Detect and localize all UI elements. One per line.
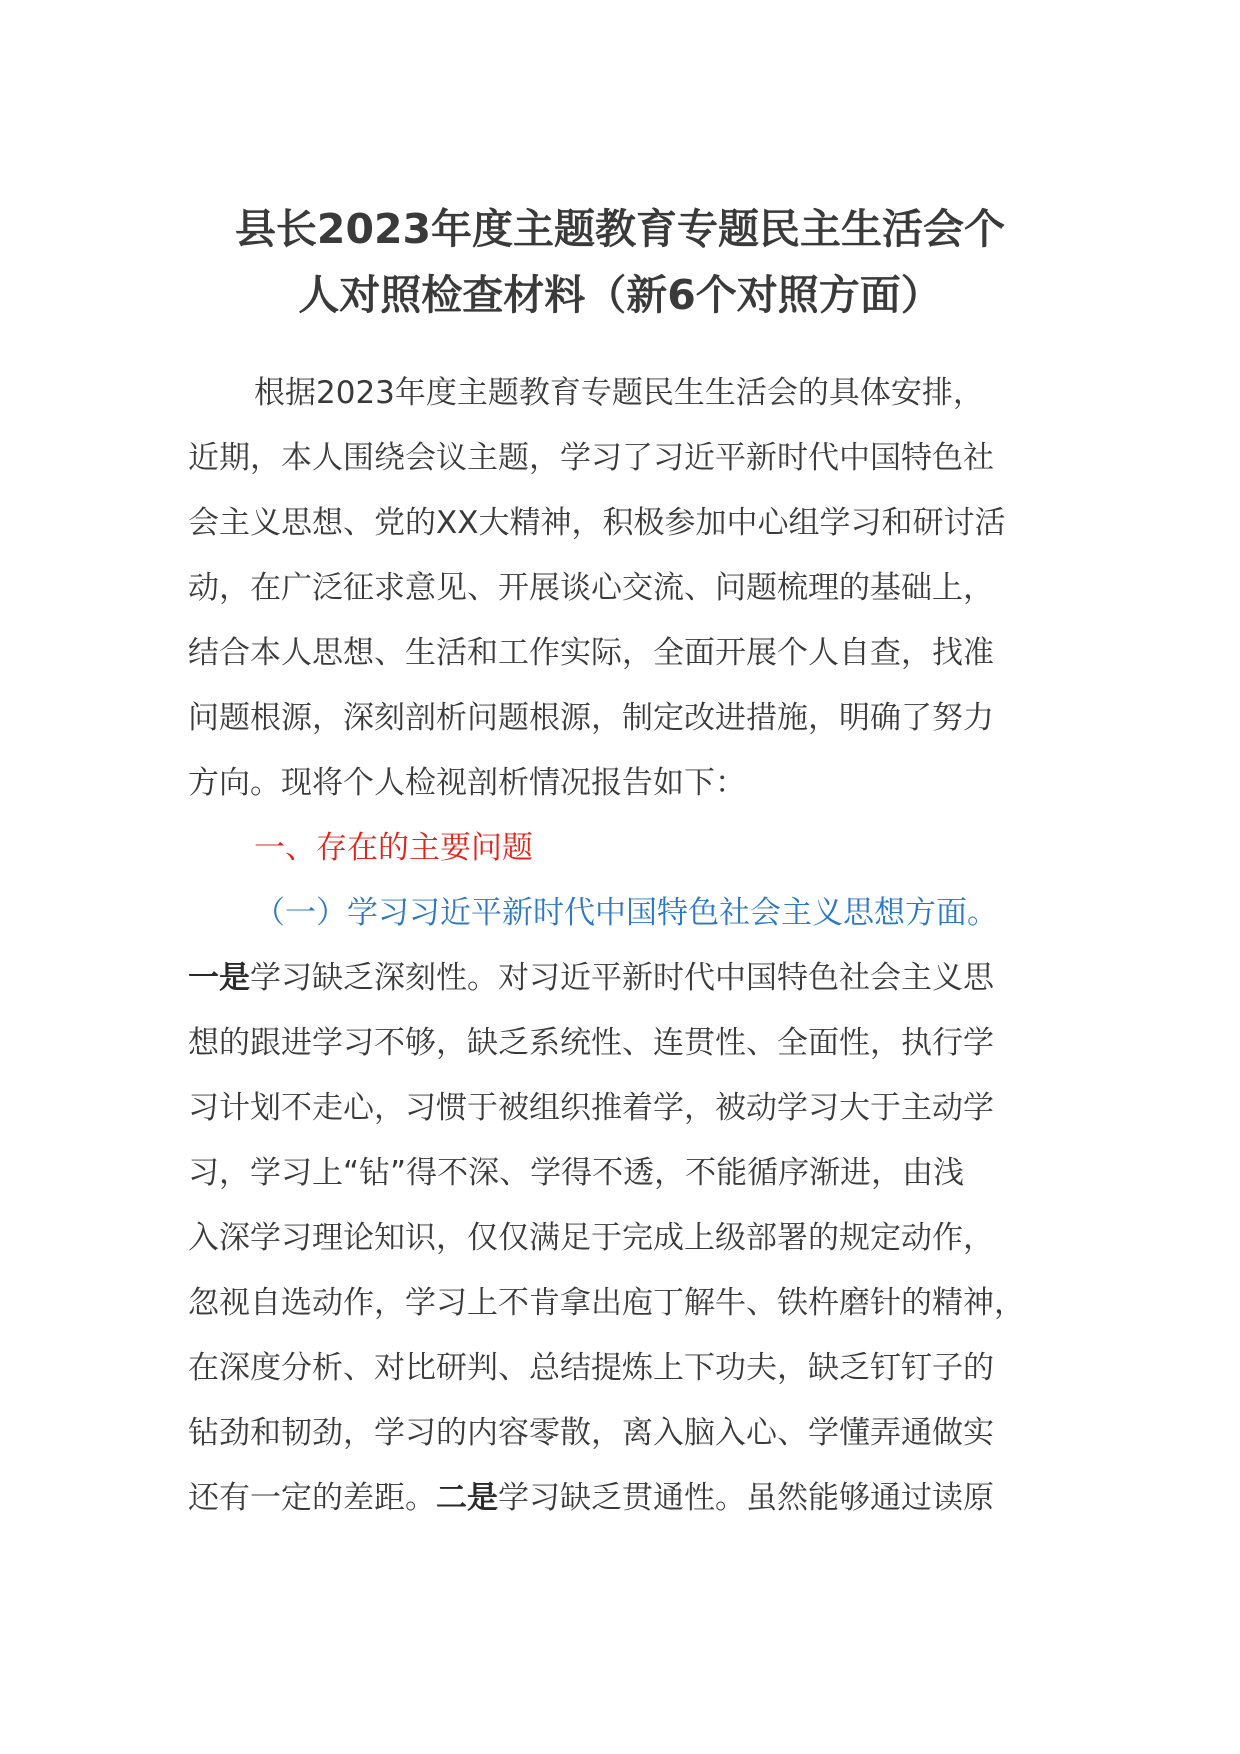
title-line-2: 人对照检查材料（新6个对照方面） bbox=[298, 271, 942, 319]
section-heading: 一、存在的主要问题 bbox=[254, 830, 533, 866]
intro-line-1: 根据2023年度主题教育专题民生生活会的具体安排， bbox=[254, 375, 984, 411]
subsection-heading: （一）学习习近平新时代中国特色社会主义思想方面。 bbox=[254, 895, 998, 931]
para-line-1 bbox=[188, 946, 1058, 1011]
para-line-4: 习，学习上“钻”得不深、学得不透，不能循序渐进，由浅 bbox=[188, 1155, 965, 1191]
intro-line-5: 结合本人思想、生活和工作实际，全面开展个人自查，找准 bbox=[188, 635, 994, 671]
document-body bbox=[188, 361, 1058, 1531]
intro-line-4: 动，在广泛征求意见、开展谈心交流、问题梳理的基础上， bbox=[188, 570, 994, 606]
title-line-1: 县长2023年度主题教育专题民主生活会个 bbox=[234, 205, 1006, 253]
para-line-6: 忽视自选动作，学习上不肯拿出庖丁解牛、铁杵磨针的精神， bbox=[188, 1285, 1025, 1321]
lead-bold-1: 一是 bbox=[188, 960, 250, 996]
intro-line-3: 会主义思想、党的XX大精神，积极参加中心组学习和研讨活 bbox=[188, 505, 1006, 541]
intro-line-6: 问题根源，深刻剖析问题根源，制定改进措施，明确了努力 bbox=[188, 700, 994, 736]
para-line-9-start: 还有一定的差距。 bbox=[188, 1480, 436, 1516]
para-line-5: 入深学习理论知识，仅仅满足于完成上级部署的规定动作， bbox=[188, 1220, 994, 1256]
para-line-8: 钻劲和韧劲，学习的内容零散，离入脑入心、学懂弄通做实 bbox=[188, 1415, 994, 1451]
para-line-3: 习计划不走心，习惯于被组织推着学，被动学习大于主动学 bbox=[188, 1090, 994, 1126]
lead-bold-2: 二是 bbox=[436, 1480, 498, 1516]
para-line-9 bbox=[188, 1466, 1058, 1531]
document-title bbox=[180, 196, 1060, 328]
para-line-9-end: 学习缺乏贯通性。虽然能够通过读原 bbox=[498, 1480, 994, 1516]
intro-line-2: 近期，本人围绕会议主题，学习了习近平新时代中国特色社 bbox=[188, 440, 994, 476]
para-line-7: 在深度分析、对比研判、总结提炼上下功夫，缺乏钉钉子的 bbox=[188, 1350, 994, 1386]
intro-line-7: 方向。现将个人检视剖析情况报告如下： bbox=[188, 765, 746, 801]
para-line-1-text: 学习缺乏深刻性。对习近平新时代中国特色社会主义思 bbox=[250, 960, 994, 996]
para-line-2: 想的跟进学习不够，缺乏系统性、连贯性、全面性，执行学 bbox=[188, 1025, 994, 1061]
